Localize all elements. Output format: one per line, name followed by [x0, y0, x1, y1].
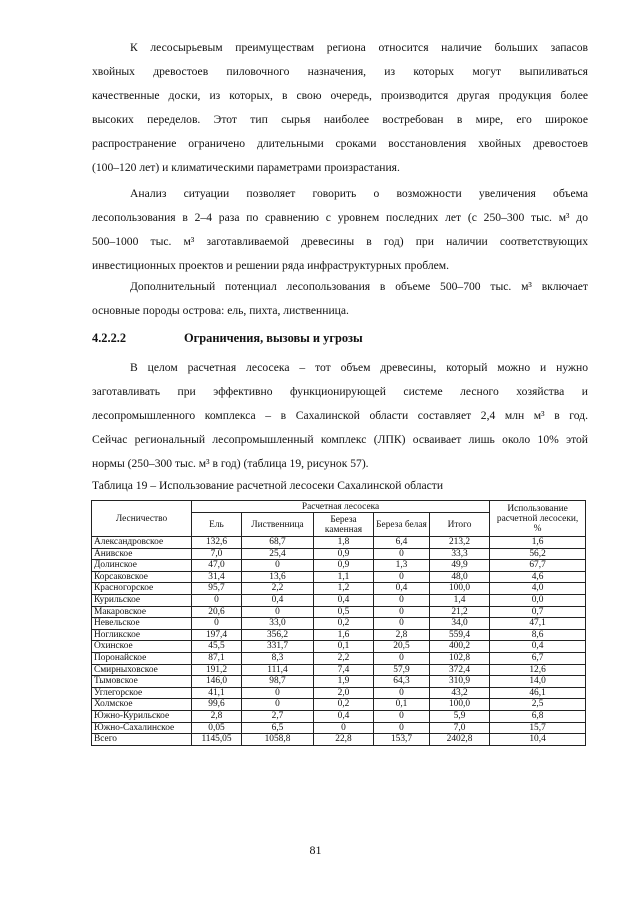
table-row	[92, 687, 586, 699]
section-heading	[92, 331, 363, 346]
value-cell: 0	[192, 618, 242, 630]
value-cell: 372,4	[430, 664, 490, 676]
value-cell: 56,2	[490, 548, 586, 560]
value-cell: 46,1	[490, 687, 586, 699]
value-cell: 0	[374, 618, 430, 630]
forestry-name-cell: Макаровское	[92, 606, 192, 618]
value-cell: 0	[242, 687, 314, 699]
value-cell: 6,5	[242, 722, 314, 734]
value-cell: 12,6	[490, 664, 586, 676]
value-cell: 100,0	[430, 583, 490, 595]
value-cell: 2,2	[314, 652, 374, 664]
value-cell: 2,8	[192, 710, 242, 722]
value-cell: 0,1	[314, 641, 374, 653]
value-cell: 0	[374, 687, 430, 699]
text-line: распространение ограничено длительными сроками восстановления хвойных древостоев	[92, 137, 588, 150]
paragraph-4	[92, 356, 588, 476]
page-number: 81	[309, 843, 322, 857]
value-cell: 102,8	[430, 652, 490, 664]
value-cell: 41,1	[192, 687, 242, 699]
value-cell: 10,4	[490, 734, 586, 746]
value-cell: 0	[374, 652, 430, 664]
value-cell: 111,4	[242, 664, 314, 676]
value-cell: 213,2	[430, 537, 490, 549]
value-cell: 0	[242, 560, 314, 572]
table-row	[92, 594, 586, 606]
forestry-name-cell: Южно-Курильское	[92, 710, 192, 722]
value-cell: 47,1	[490, 618, 586, 630]
forestry-name-cell: Южно-Сахалинское	[92, 722, 192, 734]
value-cell: 146,0	[192, 676, 242, 688]
value-cell: 0	[374, 722, 430, 734]
value-cell: 1,3	[374, 560, 430, 572]
forestry-name-cell: Смирныховское	[92, 664, 192, 676]
text-line: качественные доски, из которых, в свою очередь, производится другая продукция более	[92, 89, 588, 102]
header-forestry: Лесничество	[92, 501, 192, 537]
value-cell: 132,6	[192, 537, 242, 549]
value-cell: 1145,05	[192, 734, 242, 746]
forestry-name-cell: Александровское	[92, 537, 192, 549]
text-line: 500–1000 тыс. м³ заготавливаемой древесины в год) при наличии соответствующих	[92, 235, 588, 248]
forestry-name-cell: Красногорское	[92, 583, 192, 595]
header-allowable-cut: Расчетная лесосека	[192, 501, 490, 513]
value-cell: 0,4	[314, 594, 374, 606]
value-cell: 0	[242, 606, 314, 618]
value-cell: 0	[374, 710, 430, 722]
forestry-name-cell: Долинское	[92, 560, 192, 572]
value-cell: 1,6	[490, 537, 586, 549]
forestry-name-cell: Тымовское	[92, 676, 192, 688]
text-line: нормы (250–300 тыс. м³ в год) (таблица 19, рисунок 57).	[92, 457, 369, 470]
value-cell: 0,4	[242, 594, 314, 606]
text-line: К лесосырьевым преимуществам региона относится наличие больших запасов	[130, 41, 588, 54]
table-row	[92, 618, 586, 630]
value-cell: 2402,8	[430, 734, 490, 746]
value-cell: 7,0	[430, 722, 490, 734]
value-cell: 95,7	[192, 583, 242, 595]
table-row	[92, 641, 586, 653]
value-cell: 400,2	[430, 641, 490, 653]
text-line: инвестиционных проектов и решении ряда инфраструктурных проблем.	[92, 259, 450, 272]
forestry-name-cell: Холмское	[92, 699, 192, 711]
value-cell: 0	[374, 594, 430, 606]
value-cell: 0,9	[314, 548, 374, 560]
forestry-name-cell: Поронайское	[92, 652, 192, 664]
value-cell: 4,6	[490, 571, 586, 583]
value-cell: 33,0	[242, 618, 314, 630]
forestry-name-cell: Курильское	[92, 594, 192, 606]
value-cell: 100,0	[430, 699, 490, 711]
value-cell: 47,0	[192, 560, 242, 572]
value-cell: 1,8	[314, 537, 374, 549]
value-cell: 1,6	[314, 629, 374, 641]
value-cell: 2,0	[314, 687, 374, 699]
header-spruce: Ель	[192, 513, 242, 537]
value-cell: 2,5	[490, 699, 586, 711]
paragraph-1	[92, 36, 588, 180]
table-row	[92, 606, 586, 618]
value-cell: 0,9	[314, 560, 374, 572]
header-white-birch: Береза белая	[374, 513, 430, 537]
table-row	[92, 676, 586, 688]
value-cell: 0,2	[314, 699, 374, 711]
text-line: основные породы острова: ель, пихта, лиственница.	[92, 304, 349, 317]
forestry-name-cell: Ногликское	[92, 629, 192, 641]
value-cell: 0	[374, 548, 430, 560]
section-title: Ограничения, вызовы и угрозы	[184, 331, 363, 345]
text-line: лесопользования в 2–4 раза по сравнению с уровнем последних лет (с 250–300 тыс. м³ до	[92, 211, 588, 224]
value-cell: 64,3	[374, 676, 430, 688]
value-cell: 1,2	[314, 583, 374, 595]
table-row	[92, 710, 586, 722]
header-larch: Лиственница	[242, 513, 314, 537]
value-cell: 1,9	[314, 676, 374, 688]
table-row	[92, 699, 586, 711]
table-caption: Таблица 19 – Использование расчетной лесосеки Сахалинской области	[92, 479, 444, 492]
value-cell: 31,4	[192, 571, 242, 583]
text-line: Дополнительный потенциал лесопользования в объеме 500–700 тыс. м³ включает	[130, 280, 588, 293]
value-cell: 14,0	[490, 676, 586, 688]
value-cell: 15,7	[490, 722, 586, 734]
text-line: хвойных древостоев пиловочного назначения, из которых могут выпиливаться	[92, 65, 588, 78]
value-cell: 0,05	[192, 722, 242, 734]
value-cell: 153,7	[374, 734, 430, 746]
value-cell: 20,5	[374, 641, 430, 653]
value-cell: 1,4	[430, 594, 490, 606]
value-cell: 310,9	[430, 676, 490, 688]
value-cell: 25,4	[242, 548, 314, 560]
value-cell: 1058,8	[242, 734, 314, 746]
value-cell: 0,4	[490, 641, 586, 653]
value-cell: 4,0	[490, 583, 586, 595]
value-cell: 0,4	[314, 710, 374, 722]
table-row	[92, 722, 586, 734]
forestry-name-cell: Корсаковское	[92, 571, 192, 583]
value-cell: 2,7	[242, 710, 314, 722]
value-cell: 5,9	[430, 710, 490, 722]
value-cell: 1,1	[314, 571, 374, 583]
value-cell: 7,4	[314, 664, 374, 676]
section-number: 4.2.2.2	[92, 331, 127, 345]
forestry-name-cell: Углегорское	[92, 687, 192, 699]
value-cell: 8,6	[490, 629, 586, 641]
table-row	[92, 571, 586, 583]
header-usage-percent: Использование расчетной лесосеки, %	[490, 501, 586, 537]
value-cell: 22,8	[314, 734, 374, 746]
value-cell: 0	[374, 571, 430, 583]
text-line: лесопромышленного комплекса – в Сахалинской области составляет 2,4 млн м³ в год.	[92, 409, 588, 422]
header-stone-birch: Береза каменная	[314, 513, 374, 537]
value-cell: 0,5	[314, 606, 374, 618]
value-cell: 197,4	[192, 629, 242, 641]
table-row	[92, 560, 586, 572]
table-row	[92, 548, 586, 560]
value-cell: 0	[192, 594, 242, 606]
value-cell: 0,2	[314, 618, 374, 630]
table-row	[92, 734, 586, 746]
value-cell: 0	[374, 606, 430, 618]
value-cell: 21,2	[430, 606, 490, 618]
table-row	[92, 664, 586, 676]
forestry-name-cell: Анивское	[92, 548, 192, 560]
value-cell: 0,7	[490, 606, 586, 618]
value-cell: 13,6	[242, 571, 314, 583]
text-line: (100–120 лет) и климатическими параметрами произрастания.	[92, 161, 400, 174]
value-cell: 6,8	[490, 710, 586, 722]
value-cell: 2,8	[374, 629, 430, 641]
paragraph-2	[92, 182, 588, 278]
value-cell: 331,7	[242, 641, 314, 653]
table-row	[92, 583, 586, 595]
text-line: заготавливать при эффективно функционирующей системе лесного хозяйства и	[92, 385, 588, 398]
value-cell: 356,2	[242, 629, 314, 641]
text-line: высоких переделов. Этот тип сырья наиболее востребован в мире, его широкое	[92, 113, 588, 126]
value-cell: 34,0	[430, 618, 490, 630]
forestry-name-cell: Охинское	[92, 641, 192, 653]
value-cell: 49,9	[430, 560, 490, 572]
forest-usage-table	[91, 500, 586, 746]
value-cell: 20,6	[192, 606, 242, 618]
value-cell: 559,4	[430, 629, 490, 641]
value-cell: 33,3	[430, 548, 490, 560]
value-cell: 191,2	[192, 664, 242, 676]
value-cell: 67,7	[490, 560, 586, 572]
value-cell: 68,7	[242, 537, 314, 549]
forestry-name-cell: Всего	[92, 734, 192, 746]
value-cell: 7,0	[192, 548, 242, 560]
header-total: Итого	[430, 513, 490, 537]
value-cell: 0	[242, 699, 314, 711]
table-row	[92, 652, 586, 664]
value-cell: 0,4	[374, 583, 430, 595]
value-cell: 0	[314, 722, 374, 734]
value-cell: 2,2	[242, 583, 314, 595]
table-row	[92, 537, 586, 549]
value-cell: 8,3	[242, 652, 314, 664]
value-cell: 98,7	[242, 676, 314, 688]
text-line: В целом расчетная лесосека – тот объем древесины, который можно и нужно	[130, 361, 588, 374]
forestry-name-cell: Невельское	[92, 618, 192, 630]
value-cell: 57,9	[374, 664, 430, 676]
value-cell: 0,1	[374, 699, 430, 711]
value-cell: 6,7	[490, 652, 586, 664]
value-cell: 45,5	[192, 641, 242, 653]
text-line: Сейчас региональный лесопромышленный комплекс (ЛПК) осваивает лишь около 10% этой	[92, 433, 588, 446]
value-cell: 87,1	[192, 652, 242, 664]
value-cell: 48,0	[430, 571, 490, 583]
table-row	[92, 629, 586, 641]
text-line: Анализ ситуации позволяет говорить о возможности увеличения объема	[130, 187, 588, 200]
value-cell: 43,2	[430, 687, 490, 699]
paragraph-3	[92, 275, 588, 323]
value-cell: 99,6	[192, 699, 242, 711]
value-cell: 6,4	[374, 537, 430, 549]
value-cell: 0,0	[490, 594, 586, 606]
